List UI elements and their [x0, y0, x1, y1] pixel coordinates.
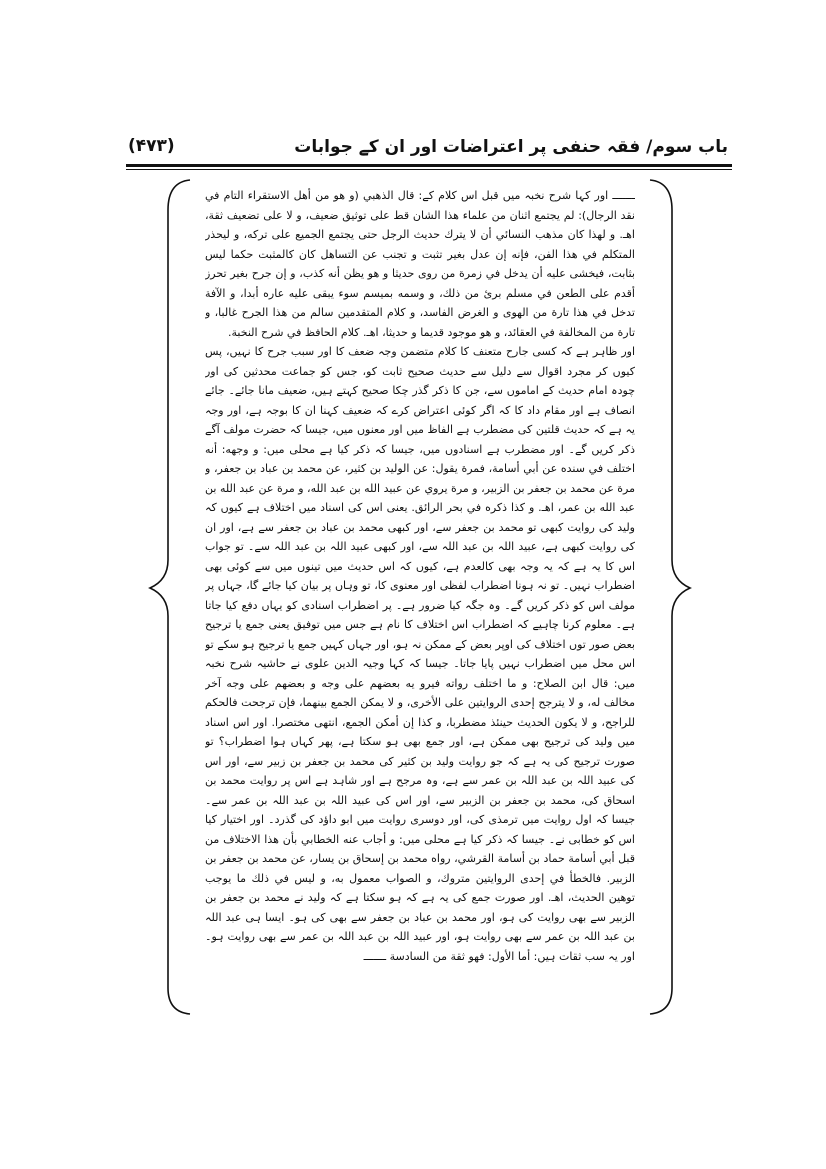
body-text	[205, 186, 635, 1006]
chapter-title: باب سوم/ فقہ حنفی پر اعتراضات اور ان کے جوابات	[294, 136, 728, 157]
header-rule-thin	[126, 169, 732, 170]
page-number: (۴۷۳)	[128, 136, 175, 156]
page-header	[128, 132, 728, 160]
frame-left-bracket	[150, 180, 190, 1014]
header-rule-thick	[126, 164, 732, 167]
frame-right-bracket	[650, 180, 690, 1014]
paragraph-urdu-discussion: اور ظاہر ہے کہ کسی جارح متعنف کا کلام متضمن وجہ ضعف کا اور سبب جرح کا نہیں، پس کیوں کر مجرد اقوال سے دلیل سے حدیث صحیح ثابت کو، جس کو جماعت محدثین کی اور چودہ امام حدیث کے اماموں سے، جن کا ذکر گذر چکا صحیح کہتے ہیں، ضعیف مانا جائے۔ جائے انصاف ہے اور مقام داد کا کہ اگر کوئی اعتراض کرے کہ ضعیف کہنا ان کا بوجہ ہے، اور وجہ یہ ہے کہ حدیث قلتین کی مضطرب ہے الفاظ میں اور معنوں میں، جیسا کہ حضرت مولف آگے ذکر کریں گے۔ اور مضطرب ہے اسنادوں میں، جیسا کہ ذکر کیا ہے محلی میں: و وجهه: أنه اختلف في سنده عن أبي أسامة، فمرة يقول: عن الوليد بن كثير، عن محمد بن عباد بن جعفر، و مرة عن محمد بن جعفر بن الزبير، و مرة يروي عن عبيد الله بن عبد الله، و مرة عن عبد الله بن عبد الله بن عمر، اهـ. و كذا ذكره في بحر الرائق. یعنی اس کی اسناد میں اختلاف ہے کیوں کہ ولید کی روایت کبھی تو محمد بن جعفر سے، اور کبھی محمد بن عباد بن جعفر سے ہے، اور ان کی روایت کبھی ہے، عبید اللہ بن عبد اللہ سے، اور کبھی عبید اللہ بن عبد اللہ سے۔ تو جواب اس کا یہ ہے کہ یہ وجہ بھی کالعدم ہے، کیوں کہ اس حدیث میں تینوں میں سے کوئی بھی اضطراب نہیں۔ تو نہ ہونا اضطراب لفظی اور معنوی کا، تو وہاں پر بیان کیا جائے گا، جہاں پر مولف اس کو ذکر کریں گے۔ وہ جگہ کیا ضرور ہے۔ پر اضطراب اسنادی کو یہاں دفع کیا جاتا ہے۔ معلوم کرنا چاہیے کہ اضطراب اس اختلاف کا نام ہے جس میں توفیق یعنی جمع یا ترجیح بعض صور توں اختلاف کی اوپر بعض کے ممکن نہ ہو، اور جہاں کہیں جمع یا ترجیح ہو سکے تو اس محل میں اضطراب نہیں پایا جاتا۔ جیسا کہ کہا وجیہ الدین علوی نے حاشیہ شرح نخبہ میں: قال ابن الصلاح: و ما اختلف رواته فيرو يه بعضهم على وجه و بعضهم على وجه آخر مخالف له، و لا يترجح إحدى الروايتين على الأخرى، و لا يمكن الجمع بينهما، فإن ترجحت فالحكم للراجح، و لا يكون الحديث حينئذ مضطربا، و كذا إن أمكن الجمع، انتهى مختصرا. اور اس اسناد میں ولید کی ترجیح بھی ممکن ہے، اور جمع بھی ہو سکتا ہے، پھر کہاں ہوا اضطراب؟ تو صورت ترجیح کی یہ ہے کہ جو روایت ولید بن کثیر کی محمد بن جعفر بن زبیر سے، اور اس کی عبید اللہ بن عبد اللہ بن عمر سے ہے، وہ مرجح ہے اور شاہد ہے اس پر روایت محمد بن اسحاق کی، محمد بن جعفر بن الزبیر سے، اور اس کی عبید اللہ بن عبد اللہ بن عمر سے۔ جیسا کہ اول روایت میں ترمذی کی، اور دوسری روایت میں ابو داؤد کی گذرد۔ اور اختیار کیا اس کو خطابی نے۔ جیسا کہ ذکر کیا ہے محلی میں: و أجاب عنه الخطابي بأن هذا الاختلاف من قبل أبي أسامة حماد بن أسامة القرشي، رواه محمد بن إسحاق بن يسار، عن محمد بن جعفر بن الزبير. فالخطأ في إحدى الروايتين متروك، و الصواب معمول به، و ليس في ذلك ما يوجب توهين الحديث، اهـ. اور صورت جمع کی یہ ہے کہ ہو سکتا ہے کہ ولید نے محمد بن جعفر بن الزبیر سے بھی روایت کی ہو، اور محمد بن عباد بن جعفر سے بھی کی ہو۔ ایسا ہی عبد اللہ بن عبد اللہ بن عمر سے بھی روایت ہو، اور عبید اللہ بن عبد اللہ بن عمر سے بھی روایت ہو۔ اور یہ سب ثقات ہیں: أما الأول: فهو ثقة من السادسة ـــــــ	[205, 345, 635, 963]
paragraph-arabic-quote: ـــــــ اور کہا شرح نخبہ میں قبل اس کلام کے: قال الذهبي (و هو من أهل الاستقراء التام في نقد الرجال): لم يجتمع اثنان من علماء هذا الشان قط على توثيق ضعيف، و لا على تضعيف ثقة، اهـ. و لهذا كان مذهب النسائي أن لا يترك حديث الرجل حتى يجتمع الجميع على تركه، و ليحذر المتكلم في هذا الفن، فإنه إن عدل بغير تثبت و تجنب عن التساهل كان كالمثبت حكما ليس بثابت، فيخشى عليه أن يدخل في زمرة من روى حديثا و هو يظن أنه كذب، و إن جرح بغير تحرز أقدم على الطعن في مسلم برئ من ذلك، و وسمه بميسم سوء يبقى عليه عاره أبدا، و الآفة تدخل في هذا تارة من الهوى و الغرض الفاسد، و كلام المتقدمين سالم من هذا الجرح غالبا، و تارة من المخالفة في العقائد، و هو موجود قديما و حديثا، اهـ. كلام الحافظ في شرح النخبة.	[205, 189, 635, 339]
